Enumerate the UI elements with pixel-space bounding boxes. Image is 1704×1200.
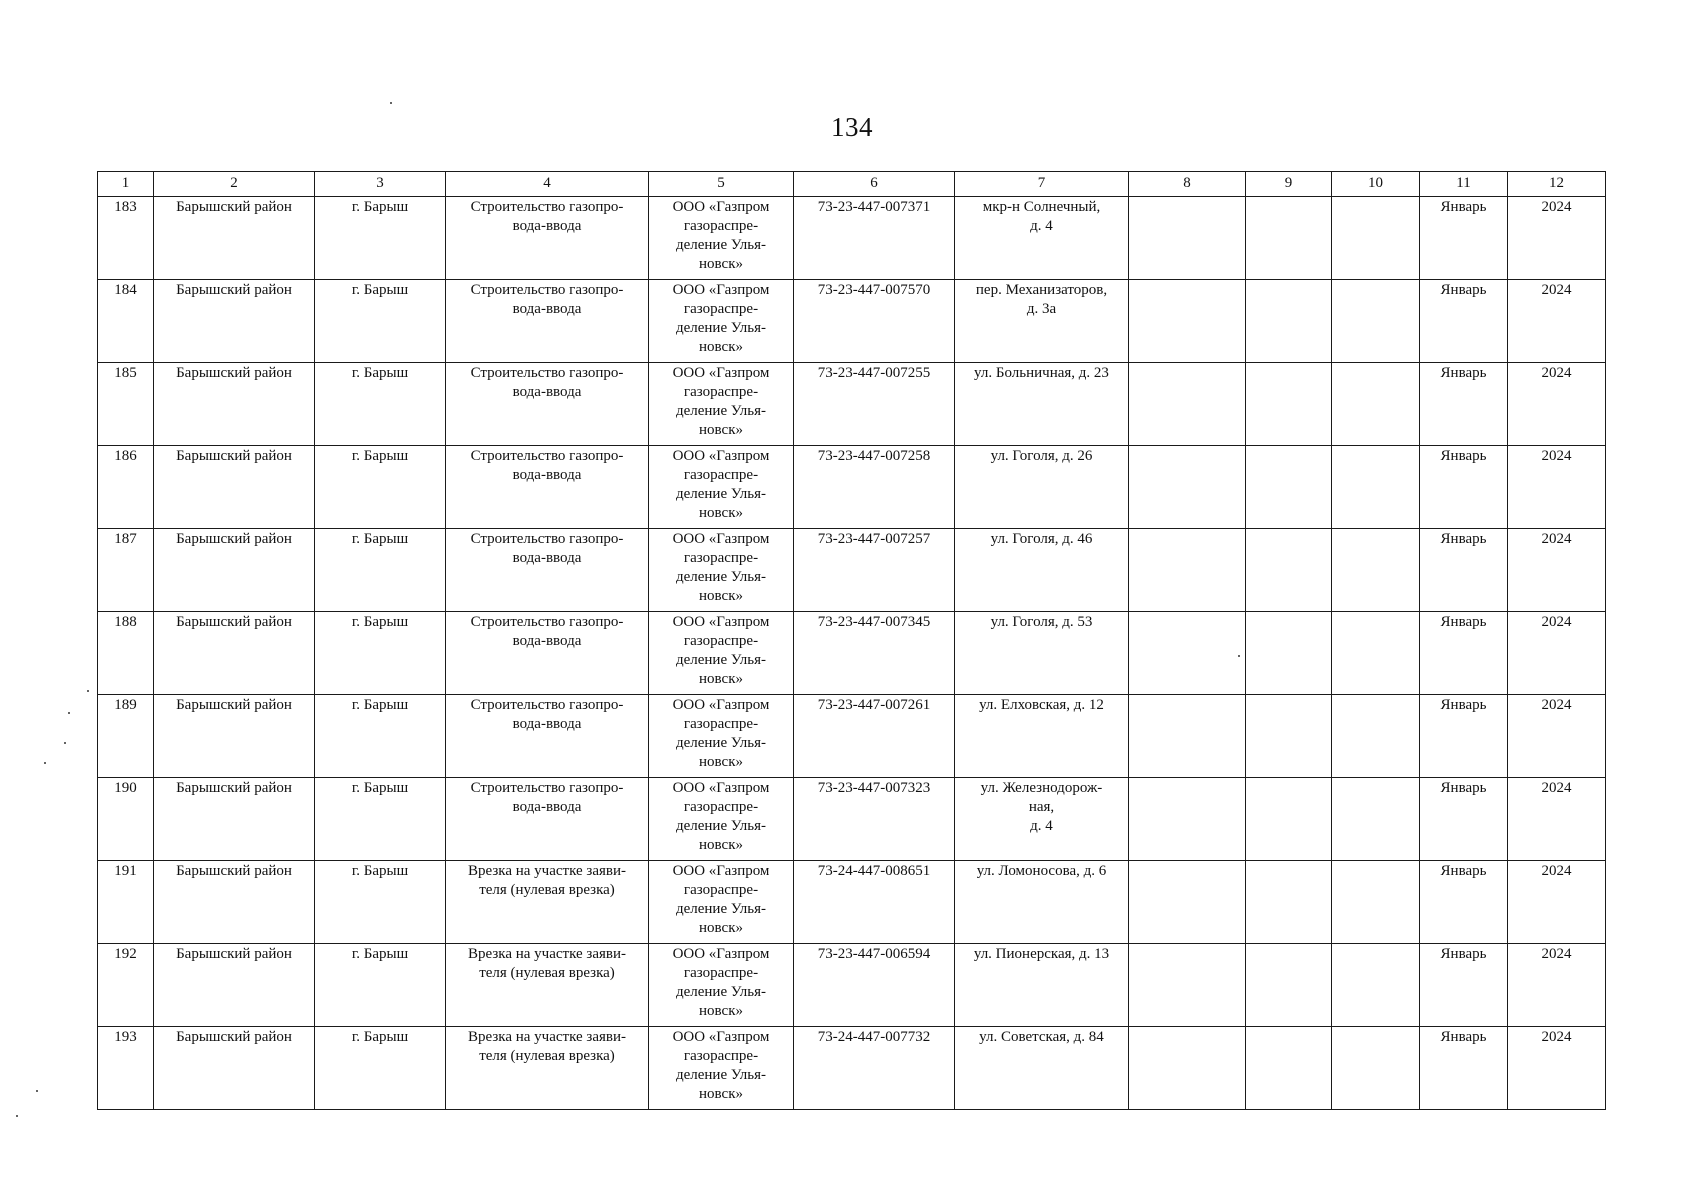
address-cell: ул. Гоголя, д. 26	[955, 446, 1129, 529]
scan-speck	[1238, 655, 1240, 657]
row-number: 187	[98, 529, 154, 612]
year-cell: 2024	[1508, 695, 1606, 778]
column-10-cell	[1332, 612, 1420, 695]
column-8-cell	[1129, 197, 1246, 280]
work-type-cell: Строительство газопро- вода-ввода	[446, 363, 649, 446]
organization-cell: ООО «Газпром газораспре- деление Улья- новск»	[649, 612, 794, 695]
column-10-cell	[1332, 446, 1420, 529]
scan-speck	[87, 690, 89, 692]
table-header	[98, 172, 1606, 197]
scan-speck	[390, 102, 392, 104]
column-10-cell	[1332, 944, 1420, 1027]
column-9-cell	[1246, 861, 1332, 944]
organization-cell: ООО «Газпром газораспре- деление Улья- новск»	[649, 944, 794, 1027]
year-cell: 2024	[1508, 529, 1606, 612]
year-cell: 2024	[1508, 861, 1606, 944]
city-cell: г. Барыш	[315, 612, 446, 695]
month-cell: Январь	[1420, 778, 1508, 861]
object-code-cell: 73-23-447-007258	[794, 446, 955, 529]
page-number: 134	[831, 112, 873, 142]
city-cell: г. Барыш	[315, 695, 446, 778]
column-9-cell	[1246, 280, 1332, 363]
column-header-11: 11	[1420, 172, 1508, 197]
column-10-cell	[1332, 695, 1420, 778]
row-number: 193	[98, 1027, 154, 1110]
organization-cell: ООО «Газпром газораспре- деление Улья- новск»	[649, 695, 794, 778]
address-cell: ул. Гоголя, д. 53	[955, 612, 1129, 695]
city-cell: г. Барыш	[315, 944, 446, 1027]
district-cell: Барышский район	[154, 695, 315, 778]
address-cell: ул. Ломоносова, д. 6	[955, 861, 1129, 944]
row-number: 189	[98, 695, 154, 778]
district-cell: Барышский район	[154, 944, 315, 1027]
year-cell: 2024	[1508, 197, 1606, 280]
column-header-4: 4	[446, 172, 649, 197]
column-10-cell	[1332, 363, 1420, 446]
year-cell: 2024	[1508, 363, 1606, 446]
column-header-9: 9	[1246, 172, 1332, 197]
work-type-cell: Врезка на участке заяви- теля (нулевая врезка)	[446, 944, 649, 1027]
column-header-6: 6	[794, 172, 955, 197]
month-cell: Январь	[1420, 1027, 1508, 1110]
column-9-cell	[1246, 446, 1332, 529]
district-cell: Барышский район	[154, 280, 315, 363]
column-header-5: 5	[649, 172, 794, 197]
address-cell: ул. Гоголя, д. 46	[955, 529, 1129, 612]
row-number: 192	[98, 944, 154, 1027]
row-number: 191	[98, 861, 154, 944]
column-header-2: 2	[154, 172, 315, 197]
column-8-cell	[1129, 1027, 1246, 1110]
address-cell: ул. Больничная, д. 23	[955, 363, 1129, 446]
column-header-10: 10	[1332, 172, 1420, 197]
city-cell: г. Барыш	[315, 861, 446, 944]
column-8-cell	[1129, 612, 1246, 695]
column-8-cell	[1129, 778, 1246, 861]
row-number: 190	[98, 778, 154, 861]
table-row	[98, 612, 1606, 695]
city-cell: г. Барыш	[315, 363, 446, 446]
scan-speck	[16, 1115, 18, 1117]
column-10-cell	[1332, 861, 1420, 944]
city-cell: г. Барыш	[315, 1027, 446, 1110]
column-10-cell	[1332, 197, 1420, 280]
column-8-cell	[1129, 695, 1246, 778]
column-header-1: 1	[98, 172, 154, 197]
city-cell: г. Барыш	[315, 529, 446, 612]
object-code-cell: 73-23-447-007323	[794, 778, 955, 861]
work-type-cell: Строительство газопро- вода-ввода	[446, 280, 649, 363]
header-row	[98, 172, 1606, 197]
month-cell: Январь	[1420, 197, 1508, 280]
table-body	[98, 197, 1606, 1110]
row-number: 188	[98, 612, 154, 695]
column-8-cell	[1129, 446, 1246, 529]
address-cell: ул. Советская, д. 84	[955, 1027, 1129, 1110]
work-type-cell: Строительство газопро- вода-ввода	[446, 197, 649, 280]
year-cell: 2024	[1508, 778, 1606, 861]
column-9-cell	[1246, 944, 1332, 1027]
scan-speck	[64, 742, 66, 744]
object-code-cell: 73-23-447-007345	[794, 612, 955, 695]
object-code-cell: 73-23-447-006594	[794, 944, 955, 1027]
column-9-cell	[1246, 197, 1332, 280]
table-row	[98, 861, 1606, 944]
district-cell: Барышский район	[154, 861, 315, 944]
month-cell: Январь	[1420, 695, 1508, 778]
column-8-cell	[1129, 363, 1246, 446]
column-9-cell	[1246, 778, 1332, 861]
district-cell: Барышский район	[154, 363, 315, 446]
work-type-cell: Строительство газопро- вода-ввода	[446, 446, 649, 529]
scan-speck	[68, 712, 70, 714]
work-type-cell: Врезка на участке заяви- теля (нулевая врезка)	[446, 1027, 649, 1110]
column-9-cell	[1246, 363, 1332, 446]
city-cell: г. Барыш	[315, 197, 446, 280]
work-type-cell: Строительство газопро- вода-ввода	[446, 529, 649, 612]
scan-speck	[44, 762, 46, 764]
work-type-cell: Строительство газопро- вода-ввода	[446, 612, 649, 695]
table-row	[98, 446, 1606, 529]
column-10-cell	[1332, 529, 1420, 612]
city-cell: г. Барыш	[315, 280, 446, 363]
row-number: 186	[98, 446, 154, 529]
column-8-cell	[1129, 944, 1246, 1027]
table-row	[98, 1027, 1606, 1110]
organization-cell: ООО «Газпром газораспре- деление Улья- новск»	[649, 197, 794, 280]
month-cell: Январь	[1420, 861, 1508, 944]
object-code-cell: 73-23-447-007261	[794, 695, 955, 778]
organization-cell: ООО «Газпром газораспре- деление Улья- новск»	[649, 446, 794, 529]
year-cell: 2024	[1508, 280, 1606, 363]
column-header-8: 8	[1129, 172, 1246, 197]
row-number: 183	[98, 197, 154, 280]
month-cell: Январь	[1420, 944, 1508, 1027]
column-header-3: 3	[315, 172, 446, 197]
table-row	[98, 280, 1606, 363]
month-cell: Январь	[1420, 612, 1508, 695]
column-8-cell	[1129, 861, 1246, 944]
district-cell: Барышский район	[154, 446, 315, 529]
organization-cell: ООО «Газпром газораспре- деление Улья- новск»	[649, 363, 794, 446]
object-code-cell: 73-24-447-008651	[794, 861, 955, 944]
year-cell: 2024	[1508, 612, 1606, 695]
work-type-cell: Врезка на участке заяви- теля (нулевая врезка)	[446, 861, 649, 944]
district-cell: Барышский район	[154, 529, 315, 612]
district-cell: Барышский район	[154, 778, 315, 861]
column-header-7: 7	[955, 172, 1129, 197]
address-cell: ул. Елховская, д. 12	[955, 695, 1129, 778]
city-cell: г. Барыш	[315, 446, 446, 529]
column-8-cell	[1129, 280, 1246, 363]
column-9-cell	[1246, 695, 1332, 778]
row-number: 184	[98, 280, 154, 363]
organization-cell: ООО «Газпром газораспре- деление Улья- новск»	[649, 1027, 794, 1110]
organization-cell: ООО «Газпром газораспре- деление Улья- новск»	[649, 529, 794, 612]
month-cell: Январь	[1420, 446, 1508, 529]
year-cell: 2024	[1508, 944, 1606, 1027]
column-9-cell	[1246, 529, 1332, 612]
organization-cell: ООО «Газпром газораспре- деление Улья- новск»	[649, 280, 794, 363]
table-row	[98, 363, 1606, 446]
column-9-cell	[1246, 1027, 1332, 1110]
district-cell: Барышский район	[154, 197, 315, 280]
column-10-cell	[1332, 280, 1420, 363]
year-cell: 2024	[1508, 1027, 1606, 1110]
register-table	[97, 171, 1606, 1110]
district-cell: Барышский район	[154, 1027, 315, 1110]
table-row	[98, 695, 1606, 778]
object-code-cell: 73-23-447-007255	[794, 363, 955, 446]
column-8-cell	[1129, 529, 1246, 612]
address-cell: ул. Пионерская, д. 13	[955, 944, 1129, 1027]
city-cell: г. Барыш	[315, 778, 446, 861]
table-row	[98, 944, 1606, 1027]
month-cell: Январь	[1420, 363, 1508, 446]
month-cell: Январь	[1420, 280, 1508, 363]
work-type-cell: Строительство газопро- вода-ввода	[446, 695, 649, 778]
address-cell: мкр-н Солнечный, д. 4	[955, 197, 1129, 280]
column-header-12: 12	[1508, 172, 1606, 197]
row-number: 185	[98, 363, 154, 446]
district-cell: Барышский район	[154, 612, 315, 695]
scan-speck	[36, 1090, 38, 1092]
object-code-cell: 73-24-447-007732	[794, 1027, 955, 1110]
address-cell: пер. Механизаторов, д. 3а	[955, 280, 1129, 363]
table-row	[98, 197, 1606, 280]
object-code-cell: 73-23-447-007257	[794, 529, 955, 612]
column-10-cell	[1332, 1027, 1420, 1110]
table-row	[98, 778, 1606, 861]
work-type-cell: Строительство газопро- вода-ввода	[446, 778, 649, 861]
month-cell: Январь	[1420, 529, 1508, 612]
address-cell: ул. Железнодорож- ная, д. 4	[955, 778, 1129, 861]
object-code-cell: 73-23-447-007371	[794, 197, 955, 280]
object-code-cell: 73-23-447-007570	[794, 280, 955, 363]
organization-cell: ООО «Газпром газораспре- деление Улья- новск»	[649, 861, 794, 944]
table-row	[98, 529, 1606, 612]
year-cell: 2024	[1508, 446, 1606, 529]
column-10-cell	[1332, 778, 1420, 861]
column-9-cell	[1246, 612, 1332, 695]
organization-cell: ООО «Газпром газораспре- деление Улья- новск»	[649, 778, 794, 861]
